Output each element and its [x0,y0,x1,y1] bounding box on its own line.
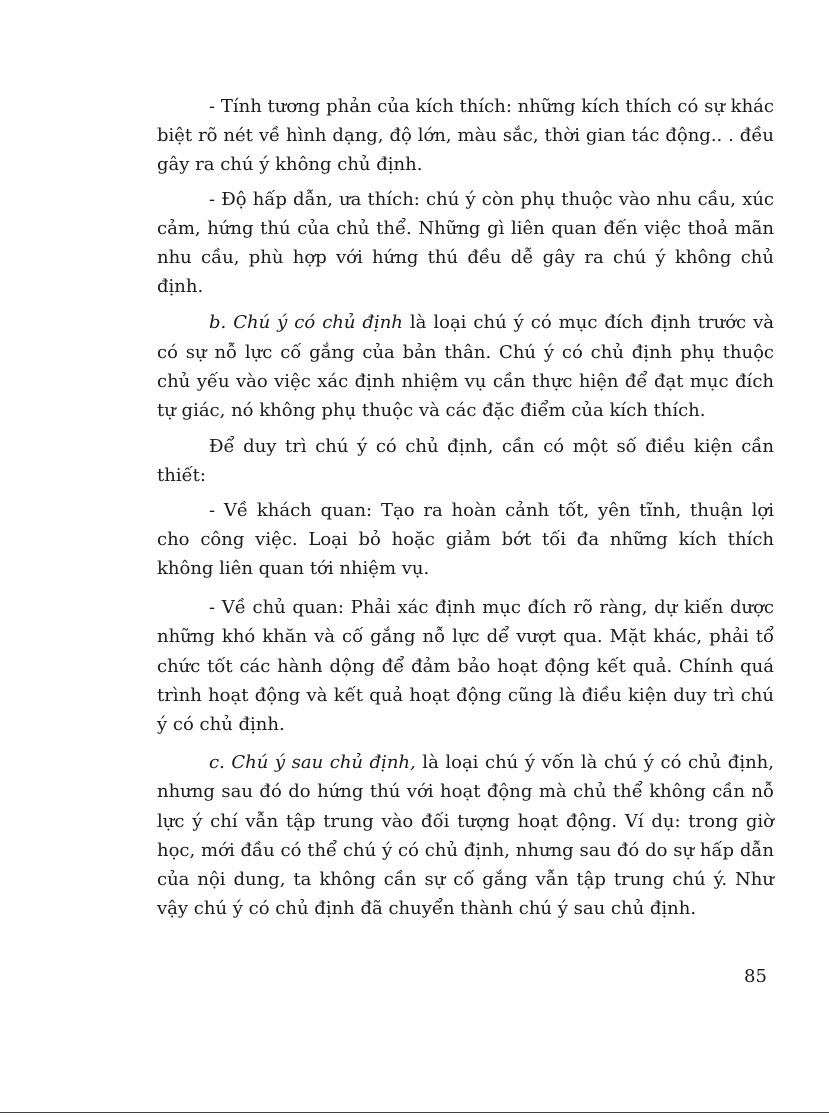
paragraph-voluntary-attention [157,308,774,425]
paragraph-post-voluntary-attention [157,748,774,923]
paragraph-contrast [157,92,774,180]
paragraph-text: - Về chủ quan: Phải xác định mục đích rõ ràng, dự kiến dược những khó khăn và cố gắng nỗ lực dể vượt qua. Mặt khác, phải tổ chức tốt các hành dộng để đảm bảo hoạt động kết quả. Chính quá trình hoạt động và kết quả hoạt động cũng là điều kiện duy trì chú ý có chủ định. [157,597,774,736]
paragraph-text: - Tính tương phản của kích thích: những kích thích có sự khác biệt rõ nét về hình dạng, độ lớn, màu sắc, thời gian tác động.. . đều gây ra chú ý không chủ định. [157,96,774,176]
paragraph-text: là loại chú ý có mục đích định trước và có sự nỗ lực cố gắng của bản thân. Chú ý có chủ định phụ thuộc chủ yếu vào việc xác định nhiệm vụ cần thực hiện để đạt mục đích tự giác, nó không phụ thuộc và các đặc điểm của kích thích. [157,312,774,422]
paragraph-conditions-intro [157,432,774,490]
paragraph-text: - Độ hấp dẫn, ưa thích: chú ý còn phụ thuộc vào nhu cầu, xúc cảm, hứng thú của chủ thể. Những gì liên quan đến việc thoả mãn nhu cầu, phù hợp với hứng thú đều dễ gây ra chú ý không chủ định. [157,188,774,298]
paragraph-attraction [157,185,774,302]
page-number: 85 [744,966,767,987]
paragraph-text: - Về khách quan: Tạo ra hoàn cảnh tốt, yên tĩnh, thuận lợi cho công việc. Loại bỏ hoặc giảm bớt tối đa những kích thích không liên quan tới nhiệm vụ. [157,499,774,580]
page-body [157,92,774,930]
paragraph-objective [157,496,774,584]
bottom-border-line [0,1112,829,1113]
paragraph-subjective [157,593,774,739]
section-heading-b: b. Chú ý có chủ định [209,312,403,334]
paragraph-text: là loại chú ý vốn là chú ý có chủ định, nhưng sau đó do hứng thú với hoạt động mà chủ thể không cần nỗ lực ý chí vẫn tập trung vào đối tượng hoạt động. Ví dụ: trong giờ học, mới đầu có thể chú ý có chủ định, nhưng sau đó do sự hấp dẫn của nội dung, ta không cần sự cố gắng vẫn tập trung chú ý. Như vậy chú ý có chủ định đã chuyển thành chú ý sau chủ định. [157,752,774,920]
section-heading-c: c. Chú ý sau chủ định, [209,752,416,774]
paragraph-text: Để duy trì chú ý có chủ định, cần có một số điều kiện cần thiết: [157,436,774,487]
